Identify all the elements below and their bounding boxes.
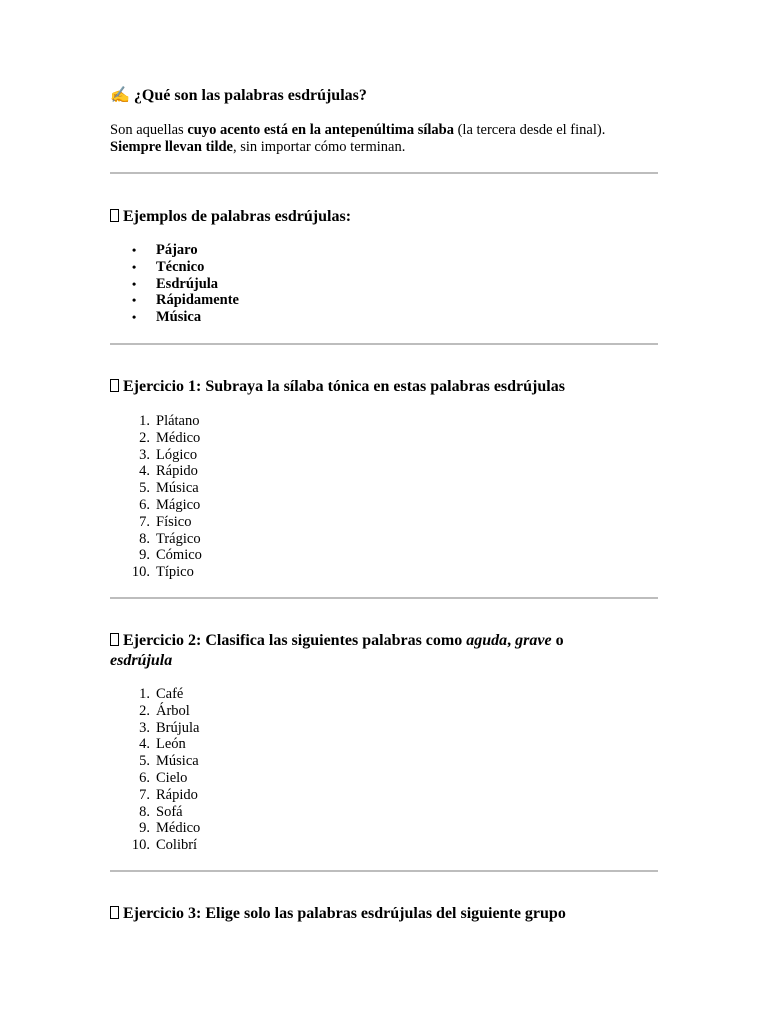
- list-item: • Pájaro: [132, 242, 198, 258]
- divider: [110, 597, 658, 599]
- intro-title: ¿Qué son las palabras esdrújulas?: [133, 87, 367, 104]
- list-item: • Rápidamente: [132, 292, 239, 309]
- intro-bold-text: cuyo acento está en la antepenúltima sílaba: [187, 122, 454, 138]
- missing-glyph-icon: [110, 209, 119, 222]
- list-item: 7. Rápido: [139, 786, 198, 803]
- list-item: 4. León: [139, 736, 186, 753]
- intro-text: (la tercera desde el final).: [453, 122, 606, 138]
- list-item: • Música: [132, 309, 202, 326]
- list-item: 2. Médico: [139, 429, 201, 446]
- exercise3-title: Ejercicio 3: Elige solo las palabras esdrújulas del siguiente grupo: [123, 905, 566, 922]
- list-item: 5. Música: [139, 480, 199, 497]
- list-item: • Esdrújula: [132, 275, 219, 292]
- divider: [110, 870, 658, 872]
- missing-glyph-icon: [110, 379, 119, 392]
- exercise1-list: [110, 413, 202, 581]
- list-item: 6. Cielo: [139, 769, 188, 786]
- missing-glyph-icon: [110, 906, 119, 919]
- exercise2-term-esdrujula: esdrújula: [110, 652, 173, 669]
- list-item: 7. Físico: [139, 513, 192, 530]
- list-item: 10. Colibrí: [131, 837, 198, 854]
- list-item: 9. Cómico: [139, 547, 202, 564]
- exercise2-term-grave: grave: [515, 632, 552, 649]
- separator-text: ,: [507, 632, 516, 649]
- list-item: • Técnico: [132, 258, 205, 275]
- divider: [110, 343, 658, 345]
- intro-text: , sin importar cómo terminan.: [232, 139, 406, 155]
- exercise2-heading: [110, 631, 658, 651]
- list-item: 3. Brújula: [139, 719, 200, 736]
- list-item: 10. Típico: [131, 564, 194, 581]
- intro-text: Son aquellas: [110, 122, 188, 138]
- exercise2-title: Ejercicio 2: Clasifica las siguientes palabras como: [123, 632, 467, 649]
- exercise3-heading: [110, 904, 658, 924]
- intro-bold-text: Siempre llevan tilde: [110, 139, 233, 155]
- list-item: 3. Lógico: [139, 446, 198, 463]
- divider: [110, 172, 658, 174]
- missing-glyph-icon: [110, 633, 119, 646]
- exercise2-conjunction: o: [551, 632, 564, 649]
- examples-list: [110, 242, 239, 326]
- examples-title: Ejemplos de palabras esdrújulas:: [123, 208, 352, 225]
- examples-heading: [110, 207, 658, 227]
- exercise1-title: Ejercicio 1: Subraya la sílaba tónica en estas palabras esdrújulas: [123, 378, 565, 395]
- list-item: 5. Música: [139, 753, 199, 770]
- exercise2-list: [110, 686, 200, 854]
- exercise1-heading: [110, 377, 658, 397]
- list-item: 6. Mágico: [139, 496, 201, 513]
- exercise2-term-aguda: aguda: [466, 632, 508, 649]
- list-item: 4. Rápido: [139, 463, 198, 480]
- intro-definition-line-2: [110, 139, 658, 156]
- list-item: 9. Médico: [139, 820, 201, 837]
- exercise2-heading-line-2: [110, 651, 658, 671]
- intro-heading: [110, 86, 658, 106]
- list-item: 1. Café: [139, 686, 184, 702]
- list-item: 8. Sofá: [139, 803, 183, 820]
- list-item: 8. Trágico: [139, 530, 201, 547]
- list-item: 2. Árbol: [139, 702, 190, 719]
- list-item: 1. Plátano: [139, 413, 200, 429]
- intro-definition-line-1: [110, 122, 658, 139]
- writing-hand-icon: ✍: [110, 87, 130, 104]
